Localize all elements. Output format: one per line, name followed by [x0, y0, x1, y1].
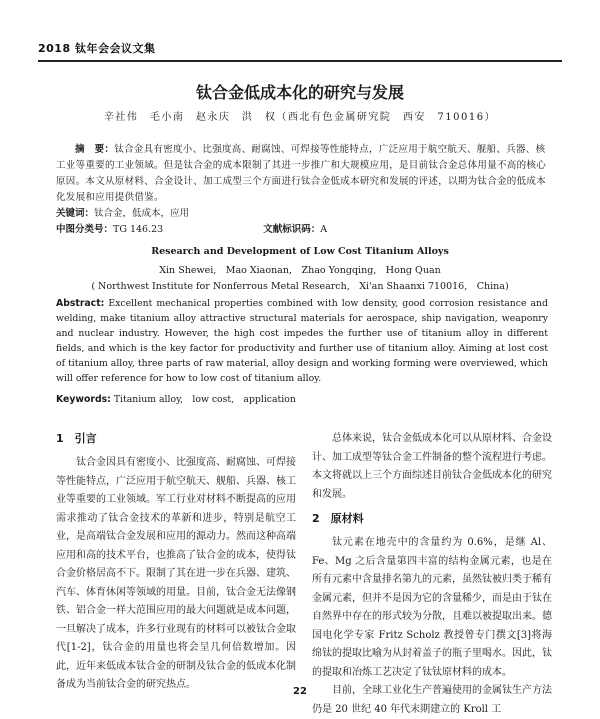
- running-header: [38, 38, 562, 62]
- abstract-cn-label: 摘 要：: [75, 144, 115, 155]
- keywords-en: [56, 392, 548, 408]
- intro-summary-paragraph: 总体来说，钛合金低成本化可以从原材料、合金设计、加工成型等钛合金工件制备的整个流程进行考虑。本文将就以上三个方面综述目前钛合金低成本化的研究和发展。: [312, 433, 552, 500]
- doc-code-label: 文献标识码：: [263, 224, 321, 235]
- paper-title-cn: 钛合金低成本化的研究与发展: [195, 83, 404, 102]
- authors-en: Xin Shewei, Mao Xiaonan, Zhao Yongqing, Hong Quan: [159, 265, 441, 276]
- section-2-paragraph-2: 目前，全球工业化生产普遍使用的金属钛生产方法仍是 20 世纪 40 年代末期建立的 Kroll 工: [312, 685, 552, 715]
- section-1-heading: 1 引言: [56, 432, 97, 445]
- abstract-en-label: Abstract:: [56, 298, 105, 309]
- keywords-cn: [56, 206, 548, 222]
- abstract-en-text: Excellent mechanical properties combined with low density, good corrosion resistance and welding, make titanium alloy attractive structural materials for aerospace, ship navigation, weaponry and nuclear industry. However, the high cost impedes the further use of titanium alloy in different fields, and which is the key factor for productivity and further use of titanium alloy. Aiming at lost cost of titanium alloy, three parts of raw material, alloy design and working forming were overviewed, which will offer reference for how to low cost of titanium alloy.: [56, 298, 548, 384]
- doc-code-value: A: [320, 224, 328, 235]
- abstract-cn: [56, 142, 548, 206]
- left-column: [56, 430, 296, 695]
- keywords-cn-text: 钛合金，低成本，应用: [94, 208, 190, 219]
- section-1-paragraph: 钛合金因具有密度小、比强度高、耐腐蚀、可焊接等性能特点，广泛应用于航空航天、舰船、兵器、核工业等重要的工业领域。军工行业对材料不断提高的应用需求推动了钛合金技术的革新和进步，特别是航空工业，是高端钛合金发展和应用的源动力。然而这种高端应用和高的技术平台，也推高了钛合金的成本，使得钛合金价格居高不下。限制了其在进一步在兵器、建筑、汽车、体育休闲等领域的用量。目前，钛合金无法像钢铁、铝合金一样大范围应用的最大问题就是成本问题，一旦解决了成本，许多行业现有的材料可以被钛合金取代[1-2]，钛合金的用量也将会呈几何倍数增加。因此，近年来低成本钛合金的研制及钛合金的低成本化制备成为当前钛合金的研究热点。: [56, 457, 296, 690]
- abstract-en: [56, 296, 548, 386]
- classification-line: [56, 222, 548, 238]
- clc-label: 中图分类号：: [56, 224, 114, 235]
- section-2-heading: 2 原材料: [312, 512, 364, 525]
- paper-title-en: Research and Development of Low Cost Titanium Alloys: [151, 246, 449, 257]
- right-column: [312, 430, 552, 719]
- section-2-paragraph-1: 钛元素在地壳中的含量约为 0.6%，是继 Al、Fe、Mg 之后含量第四丰富的结构金属元素，也是在所有元素中含量排名第九的元素，虽然钛被归类于稀有金属元素，但并不是因为它的含量稀少，而是由于钛在自然界中存在的形式较为分散，且难以被提取出来。德国电化学专家 Fritz Scholz 教授曾专门撰文[3]将海绵钛的提取比喻为从封着盖子的瓶子里喝水。因此，钛的提取和冶炼工艺决定了钛钛原材料的成本。: [312, 537, 552, 678]
- conference-title: 2018 钛年会会议文集: [38, 42, 156, 55]
- authors-cn: 辛社伟 毛小南 赵永庆 洪 权（西北有色金属研究院 西安 710016）: [103, 112, 497, 123]
- keywords-cn-label: 关键词：: [56, 208, 95, 219]
- clc-value: TG 146.23: [113, 224, 164, 235]
- affiliation-en: ( Northwest Institute for Nonferrous Metal Research, Xi'an Shaanxi 710016, China): [91, 281, 509, 292]
- keywords-en-label: Keywords:: [56, 394, 111, 405]
- keywords-en-text: Titanium alloy, low cost, application: [113, 394, 296, 405]
- page-number: 22: [293, 686, 307, 697]
- abstract-cn-text: 钛合金具有密度小、比强度高、耐腐蚀、可焊接等性能特点，广泛应用于航空航天、舰船、兵器、核工业等重要的工业领域。但是钛合金的成本限制了其进一步推广和大规模应用，是目前钛合金总体用量不高的核心原因。本文从原材料、合金设计、加工成型三个方面进行钛合金低成本研究和发展的评述，以期为钛合金的低成本化发展和应用提供借鉴。: [56, 144, 547, 203]
